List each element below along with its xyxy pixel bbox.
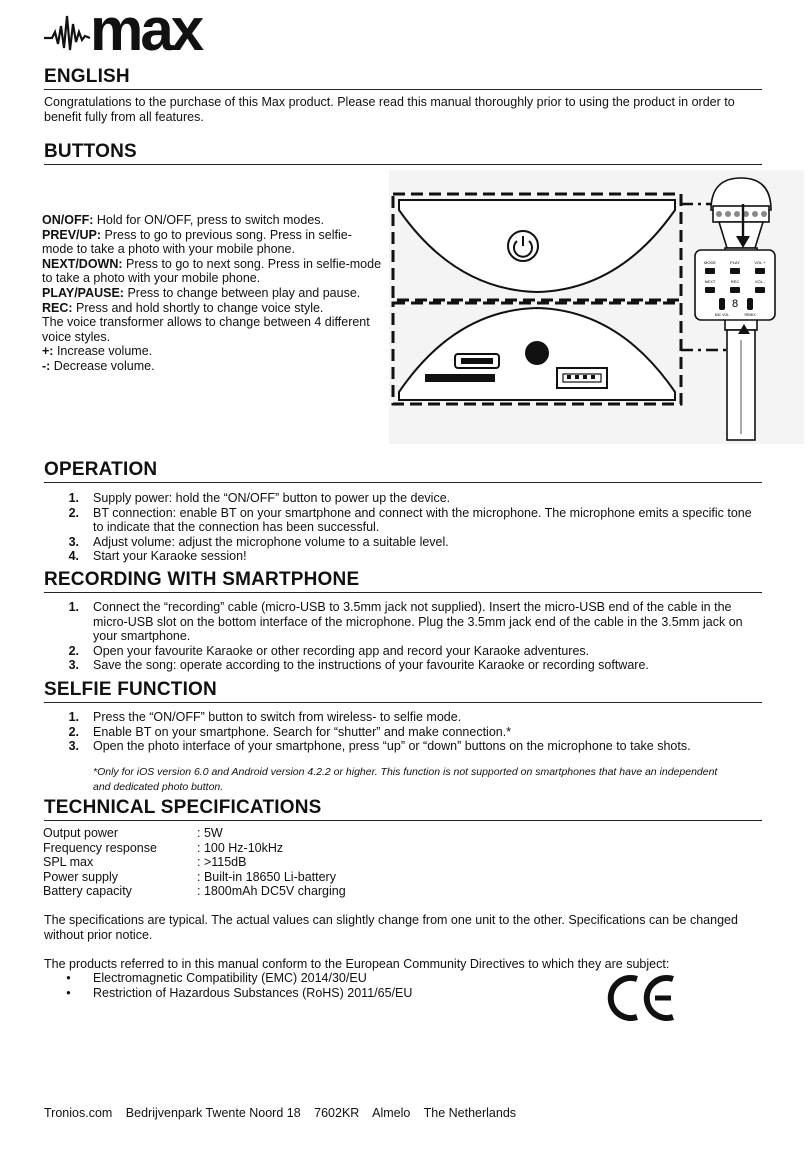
soundwave-icon (44, 16, 90, 50)
next-label: NEXT (704, 279, 716, 284)
spec-note: The specifications are typical. The actual values can slightly change from one unit to the other. Specifications can be changed without prior notice. (44, 913, 738, 942)
button-desc-plus: +: Increase volume. (42, 344, 153, 359)
footer-company: Tronios.com (44, 1106, 113, 1120)
list-item: 4. Start your Karaoke session! (68, 549, 247, 564)
footer-street: Bedrijvenpark Twente Noord 18 (125, 1106, 301, 1120)
list-item: • Electromagnetic Compatibility (EMC) 2014/30/EU (66, 971, 367, 985)
table-row: SPL max : >115dB (43, 855, 247, 870)
list-item: 2. Open your favourite Karaoke or other recording app and record your Karaoke adventures. (68, 643, 590, 658)
directives-intro: The products referred to in this manual conform to the European Community Directives to which they are subject: (44, 957, 670, 971)
play-label: PLAY (730, 260, 740, 265)
divider (44, 164, 762, 165)
rec-label: REC (730, 279, 740, 284)
list-item: 2. Enable BT on your smartphone. Search for “shutter” and make connection.* (68, 724, 512, 739)
list-item: • Restriction of Hazardous Substances (RoHS) 2011/65/EU (66, 985, 413, 1000)
audio-jack (525, 341, 549, 365)
display-digit: 8 (731, 298, 739, 310)
remix-label: REMIX (744, 313, 756, 317)
list-item: 3. Open the photo interface of your smartphone, press “up” or “down” buttons on the microphone to take shots. (68, 739, 691, 754)
button-desc-minus: -: Decrease volume. (42, 358, 155, 373)
footer-city: Almelo (372, 1106, 411, 1120)
divider (44, 482, 762, 483)
list-item: 3. Save the song: operate according to the instructions of your favourite Karaoke or recording software. (68, 658, 649, 673)
selfie-steps (44, 710, 762, 754)
tech-heading: TECHNICAL SPECIFICATIONS (44, 797, 322, 818)
button-desc-prev-up: PREV/UP: Press to go to previous song. Press in selfie-mode to take a photo with your mobile phone. (42, 227, 352, 257)
list-item: 1. Supply power: hold the “ON/OFF” button to power up the device. (68, 491, 451, 505)
operation-heading: OPERATION (44, 459, 158, 480)
divider (44, 820, 762, 821)
spec-table (43, 826, 346, 899)
footer-address (44, 1106, 526, 1120)
table-row: Output power : 5W (43, 826, 223, 840)
logo-text: max (90, 2, 202, 54)
ce-mark-icon (605, 973, 677, 1023)
divider (44, 89, 762, 90)
buttons-description (42, 213, 382, 374)
table-row: Battery capacity : 1800mAh DC5V charging (43, 884, 346, 899)
operation-steps (44, 491, 762, 564)
divider (44, 702, 762, 703)
footer-postcode: 7602KR (314, 1106, 360, 1120)
microphone-diagram (389, 170, 804, 444)
vol-plus-label: VOL + (754, 260, 766, 265)
mic-vol-label: MIC VOL (714, 313, 730, 317)
max-logo (44, 2, 249, 54)
table-row: Power supply : Built-in 18650 Li-battery (43, 869, 336, 884)
directives-list (44, 971, 412, 1000)
list-item: 1. Connect the “recording” cable (micro-USB to 3.5mm jack not supplied). Insert the micro-USB end of the cable in the micro-USB slot on the bottom interface of the microphone. Plug the 3.5mm jack end of the cable in the 3.5mm jack on your smartphone. (68, 600, 743, 644)
card-slot (425, 374, 495, 382)
english-heading: ENGLISH (44, 66, 130, 87)
mode-label: MODE (704, 260, 716, 265)
button-desc-play-pause: PLAY/PAUSE: Press to change between play and pause. (42, 285, 361, 300)
table-row: Frequency response : 100 Hz-10kHz (43, 840, 284, 855)
recording-heading: RECORDING WITH SMARTPHONE (44, 569, 360, 590)
vol-minus-label: VOL - (754, 279, 766, 284)
list-item: 1. Press the “ON/OFF” button to switch from wireless- to selfie mode. (68, 710, 462, 724)
list-item: 2. BT connection: enable BT on your smartphone and connect with the microphone. The microphone emits a specific tone to indicate that the connection has been successful. (68, 505, 752, 535)
recording-steps (44, 600, 762, 673)
buttons-heading: BUTTONS (44, 141, 137, 162)
button-desc-next-down: NEXT/DOWN: Press to go to next song. Press in selfie-mode to take a photo with your mobile phone. (42, 256, 382, 286)
footer-country: The Netherlands (423, 1106, 517, 1120)
button-desc-on-off: ON/OFF: Hold for ON/OFF, press to switch modes. (42, 213, 325, 227)
divider (44, 592, 762, 593)
selfie-heading: SELFIE FUNCTION (44, 679, 217, 700)
list-item: 3. Adjust volume: adjust the microphone volume to a suitable level. (68, 534, 449, 549)
button-desc-rec: REC: Press and hold shortly to change voice style. (42, 300, 324, 315)
selfie-footnote: *Only for iOS version 6.0 and Android version 4.2.2 or higher. This function is not supported on smartphones that have an independent and dedicated photo button. (93, 766, 718, 793)
button-desc-voice: The voice transformer allows to change between 4 different voice styles. (42, 315, 370, 344)
intro-text: Congratulations to the purchase of this Max product. Please read this manual thoroughly prior to using the product in order to benefit fully from all features. (44, 95, 735, 124)
